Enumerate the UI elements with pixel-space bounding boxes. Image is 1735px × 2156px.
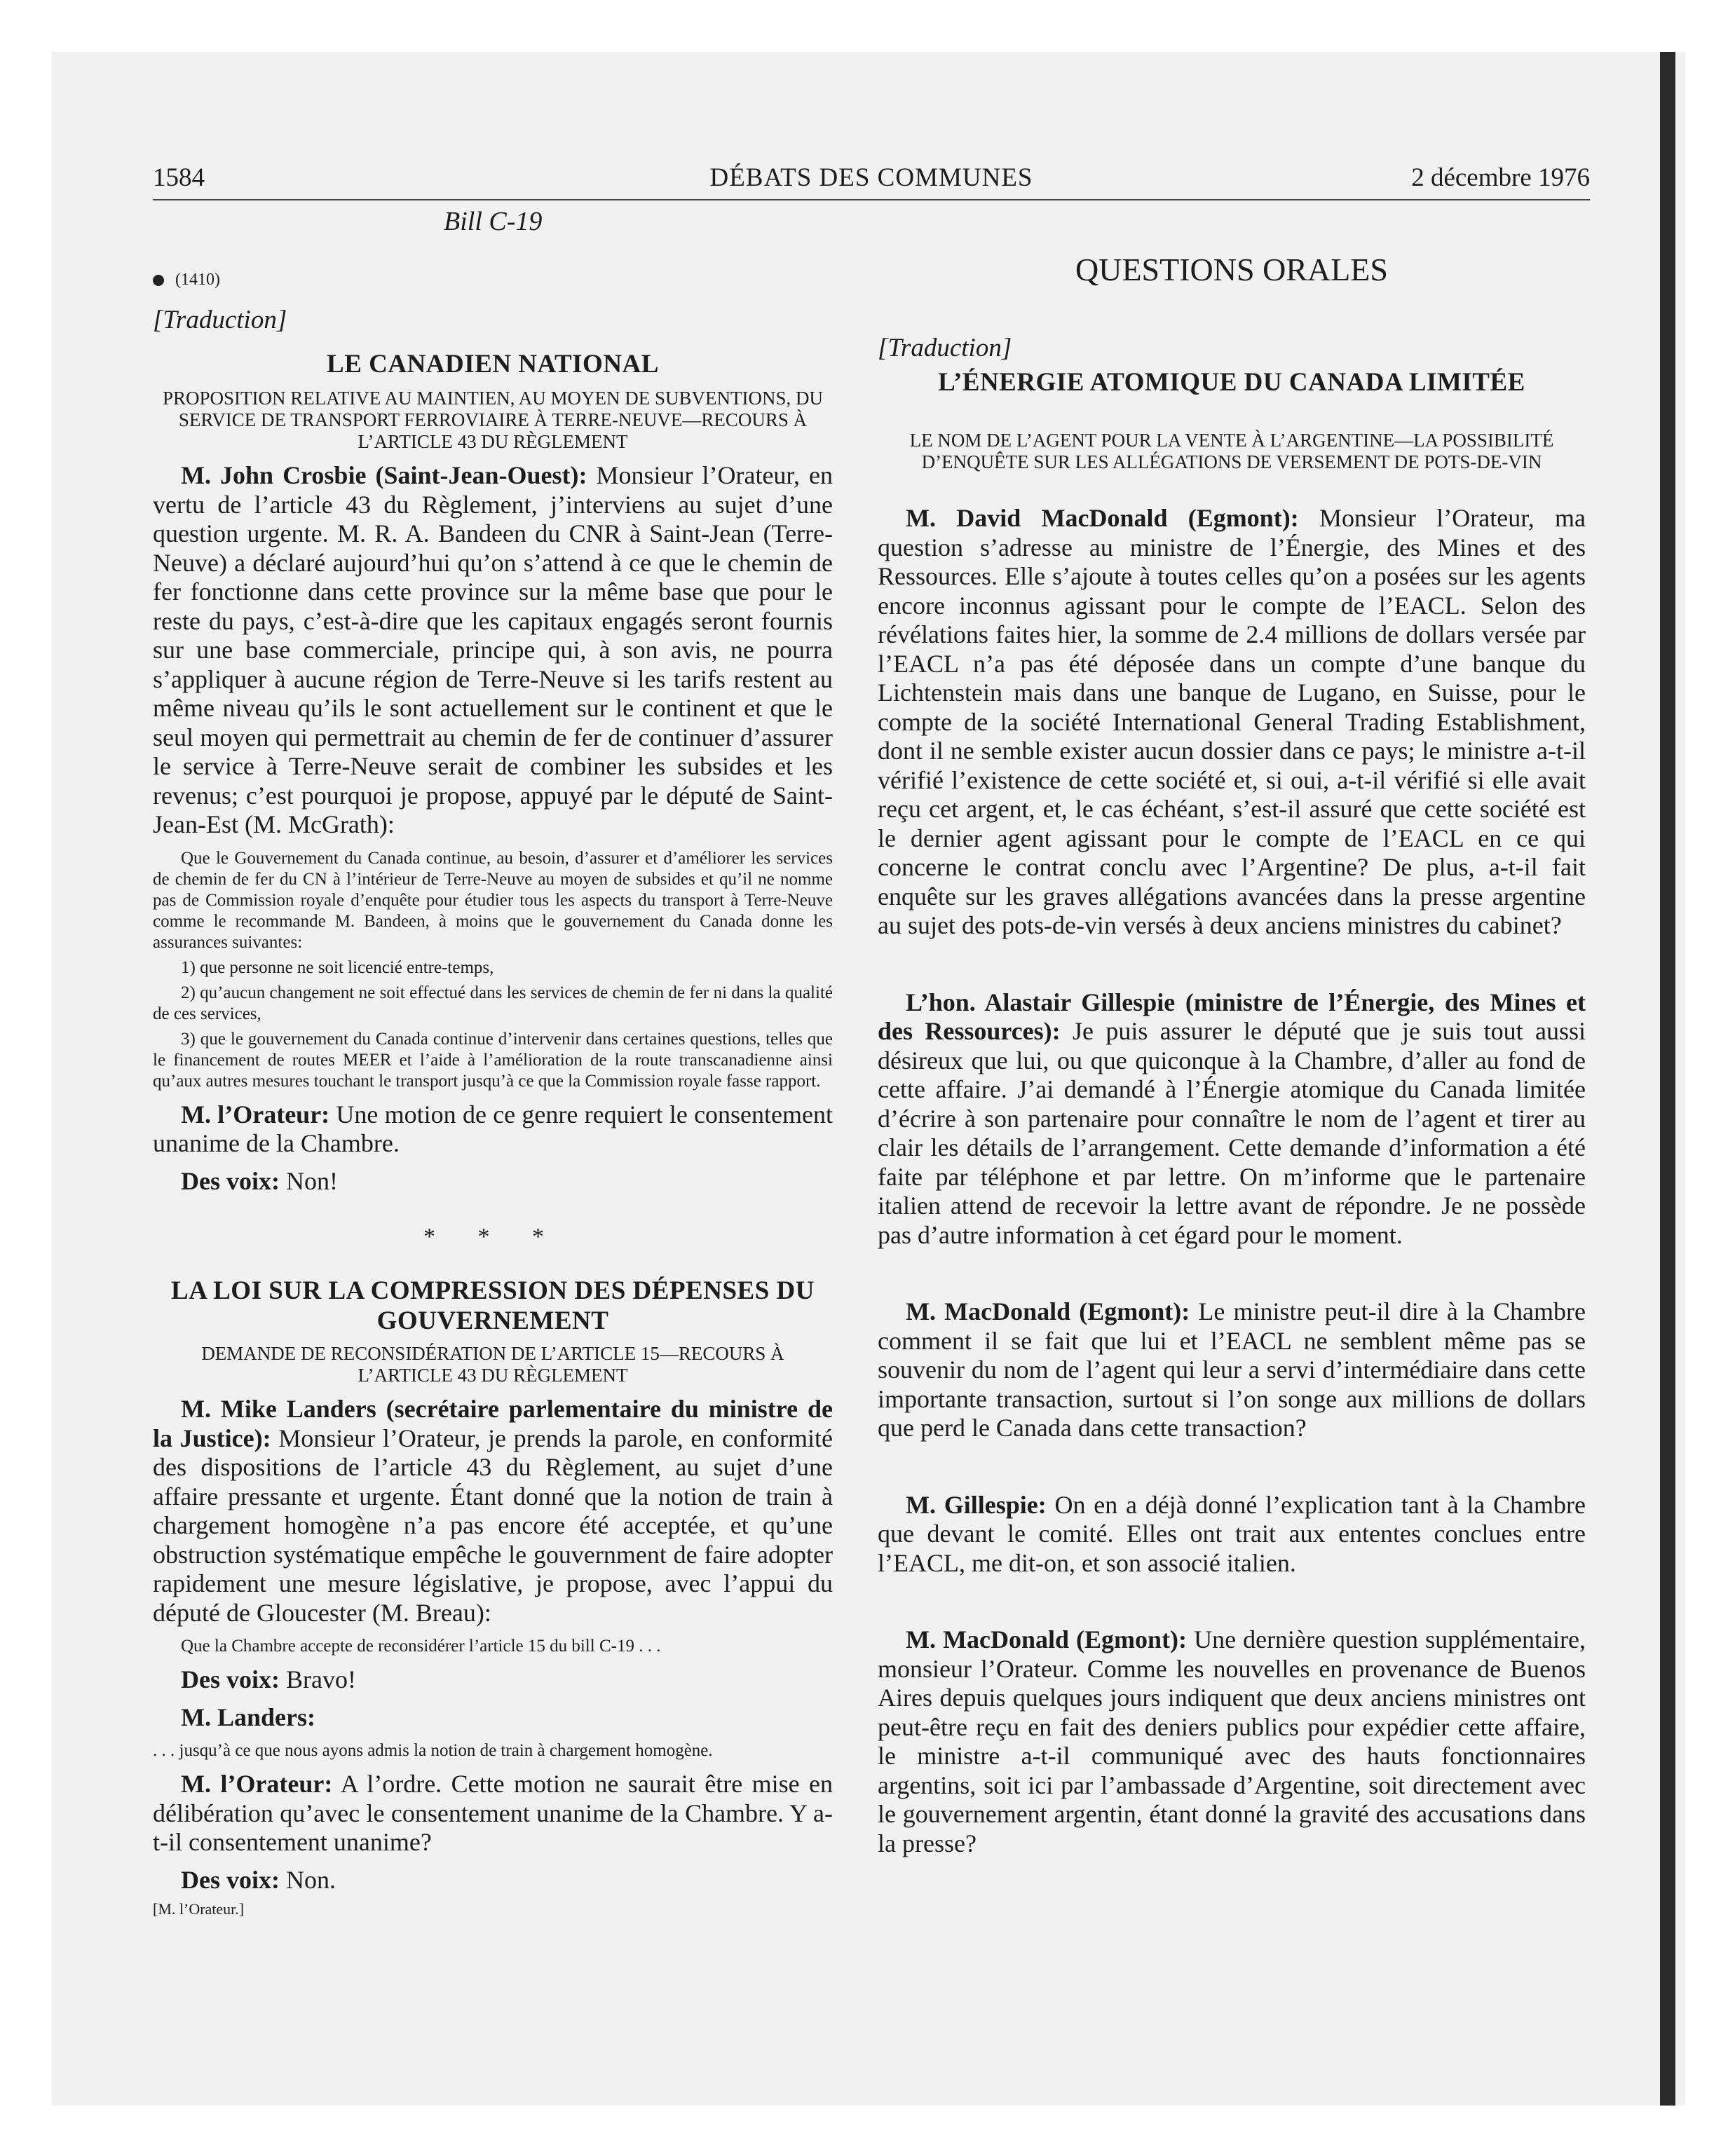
speaker-name: Des voix: <box>181 1166 280 1195</box>
section-subheading-cn: PROPOSITION RELATIVE AU MAINTIEN, AU MOYEN DE SUBVENTIONS, DU SERVICE DE TRANSPORT FERROVIAIRE À TERRE-NEUVE—RECOURS À L’ARTICLE 43 DU RÈGLEMENT <box>163 388 823 452</box>
translation-note: [Traduction] <box>153 306 287 334</box>
speech-text: Non. <box>279 1865 336 1894</box>
paragraph-macdonald <box>878 504 1586 941</box>
section-subheading-compression: DEMANDE DE RECONSIDÉRATION DE L’ARTICLE 15—RECOURS À L’ARTICLE 43 DU RÈGLEMENT <box>201 1343 784 1386</box>
paragraph-gillespie-2 <box>878 1491 1586 1578</box>
speech-text: Non! <box>279 1166 338 1195</box>
speaker-name: M. Gillespie: <box>906 1490 1047 1519</box>
paragraph-speaker <box>153 1100 833 1159</box>
section-heading-cn: LE CANADIEN NATIONAL <box>327 350 659 378</box>
paragraph-voices <box>153 1665 833 1695</box>
section-subheading-eacl: LE NOM DE L’AGENT POUR LA VENTE À L’ARGENTINE—LA POSSIBILITÉ D’ENQUÊTE SUR LES ALLÉGATIONS DE VERSEMENT DE POTS-DE-VIN <box>909 430 1554 472</box>
motion-item-1: 1) que personne ne soit licencié entre-temps, <box>181 957 494 977</box>
paragraph-crosbie <box>153 461 833 840</box>
section-heading-compression: LA LOI SUR LA COMPRESSION DES DÉPENSES DU GOUVERNEMENT <box>171 1276 815 1335</box>
speech-text: Monsieur l’Orateur, en vertu de l’article 43 du Règlement, j’interviens au sujet d’une question urgente. M. R. A. Bandeen du CNR à Saint-Jean (Terre-Neuve) a déclaré aujourd’hui qu’on s’attend à ce que le chemin de fer fonctionne dans cette province sur la même base que pour le reste du pays, c’est-à-dire que les capitaux engagés seront fournis sur une base commerciale, principe qui, à son avis, ne pourra s’appliquer à aucune région de Terre-Neuve si les tarifs restent au même niveau qu’ils le sont actuellement sur le continent et que le seul moyen qui permettrait au chemin de fer de continuer d’assurer le service à Terre-Neuve serait de combiner les subsides et les revenus; c’est pourquoi je propose, appuyé par le député de Saint-Jean-Est (M. McGrath): <box>153 461 833 838</box>
speaker-name: M. MacDonald (Egmont): <box>906 1297 1190 1325</box>
paragraph-voices <box>153 1866 833 1895</box>
speech-text: Je puis assurer le député que je suis tout aussi désireux que lui, ou que quiconque à la Chambre, d’aller au fond de cette affaire. J’ai demandé à l’Énergie atomique du Canada limitée d’écrire à son partenaire pour connaître le nom de l’agent et tirer au clair les détails de l’arrangement. Cette demande d’information a été faite par téléphone et par lettre. On m’informe que le partenaire italien attend de recevoir la lettre avant de répondre. Je ne possède pas d’autre information à cet égard pour le moment. <box>878 1017 1586 1249</box>
motion-text: Que la Chambre accepte de reconsidérer l’article 15 du bill C-19 . . . <box>181 1637 661 1656</box>
bullet-icon <box>153 275 164 286</box>
motion-text: Que le Gouvernement du Canada continue, au besoin, d’assurer et d’améliorer les services de chemin de fer du CN à l’intérieur de Terre-Neuve au moyen de subsides et qu’il ne nomme pas de Commission royale d’enquête pour étudier tous les aspects du transport à Terre-Neuve comme le recommande M. Bandeen, à moins que le gouvernement du Canada donne les assurances suivantes: <box>153 848 833 952</box>
speech-text: Monsieur l’Orateur, ma question s’adresse au ministre de l’Énergie, des Mines et des Ressources. Elle s’ajoute à toutes celles qu’on a posées sur les agents encore inconnus agissant pour le compte de l’EACL. Selon des révélations faites hier, la somme de 2.4 millions de dollars versée par l’EACL n’a pas été déposée dans un compte d’une banque du Lichtenstein mais dans une banque de Lugano, en Suisse, pour le compte de la société International General Trading Establishment, dont il ne semble exister aucun dossier dans ce pays; le ministre a-t-il vérifié l’existence de cette société et, si oui, a-t-il vérifié si elle avait reçu cet argent, et, le cas échéant, s’est-il assuré que cette société est le dernier agent agissant pour le compte de l’EACL en ce qui concerne le contrat conclu avec l’Argentine? De plus, a-t-il fait enquête sur les graves allégations avancées dans la presse argentine au sujet des pots-de-vin versés à deux anciens ministres du cabinet? <box>878 504 1586 939</box>
speaker-name: M. David MacDonald (Egmont): <box>906 504 1299 532</box>
speaker-name: M. John Crosbie (Saint-Jean-Ouest): <box>181 461 587 489</box>
page-edge-shadow <box>1660 52 1675 2106</box>
speech-text: Une dernière question supplémentaire, monsieur l’Orateur. Comme les nouvelles en provenance de Buenos Aires depuis quelques jours indiquent que deux anciens ministres ont peut-être reçu en fait des deniers publics pour expédier cette affaire, le ministre a-t-il communiqué avec des hauts fonctionnaires argentins, soit ici par l’ambassade d’Argentine, soit directement avec le gouvernement argentin, étant donné la gravité des accusations dans la presse? <box>878 1625 1586 1857</box>
speaker-name: M. l’Orateur: <box>181 1100 330 1128</box>
speaker-name: M. l’Orateur: <box>181 1770 333 1798</box>
running-header <box>153 163 1590 200</box>
header-title: DÉBATS DES COMMUNES <box>709 163 1033 192</box>
motion-item-2: 2) qu’aucun changement ne soit effectué dans les services de chemin de fer ni dans la qualité de ces services, <box>153 983 833 1023</box>
left-column <box>153 203 833 1918</box>
paragraph-macdonald-2 <box>878 1297 1586 1443</box>
time-marker-text: (1410) <box>175 271 220 289</box>
speaker-name: Des voix: <box>181 1865 280 1894</box>
paragraph-landers <box>153 1395 833 1628</box>
translation-note: [Traduction] <box>878 334 1012 362</box>
paragraph-voices <box>153 1167 833 1196</box>
paragraph-landers-2 <box>153 1703 833 1733</box>
speaker-name: L’hon. Alastair Gillespie (ministre de l’Énergie, des Mines et des Ressources): <box>878 988 1586 1045</box>
speech-text: Le ministre peut-il dire à la Chambre comment il se fait que lui et l’EACL ne semblent même pas se souvenir du nom de l’agent qui leur a servi d’intermédiaire dans cette importante transaction, surtout si l’on songe aux millions de dollars que perd le Canada dans cette transaction? <box>878 1297 1586 1442</box>
page-number: 1584 <box>153 163 205 192</box>
bill-label: Bill C-19 <box>444 207 543 236</box>
speech-text: Une motion de ce genre requiert le consentement unanime de la Chambre. <box>153 1100 833 1157</box>
section-heading-eacl: L’ÉNERGIE ATOMIQUE DU CANADA LIMITÉE <box>938 368 1525 397</box>
speaker-name: M. Landers: <box>181 1703 315 1731</box>
motion-continuation: . . . jusqu’à ce que nous ayons admis la notion de train à chargement homogène. <box>153 1741 713 1760</box>
speaker-name: Des voix: <box>181 1665 280 1693</box>
speech-text: A l’ordre. Cette motion ne saurait être mise en délibération qu’avec le consentement unanime de la Chambre. Y a-t-il consentement unanime? <box>153 1770 834 1856</box>
paragraph-gillespie <box>878 988 1586 1250</box>
speaker-reference: [M. l’Orateur.] <box>153 1900 245 1918</box>
paragraph-macdonald-3 <box>878 1625 1586 1858</box>
header-date: 2 décembre 1976 <box>1411 163 1590 192</box>
paragraph-speaker <box>153 1770 833 1857</box>
speech-text: Bravo! <box>279 1665 356 1693</box>
motion-item-3: 3) que le gouvernement du Canada continue d’intervenir dans certaines questions, telles que le financement de routes MEER et l’aide à l’amélioration de la route transcanadienne ainsi qu’aux autres mesures touchant le transport jusqu’à ce que la Commission royale fasse rapport. <box>153 1029 833 1091</box>
time-marker <box>153 271 833 289</box>
speaker-name: M. Mike Landers (secrétaire parlementaire du ministre de la Justice): <box>153 1395 833 1452</box>
speaker-name: M. MacDonald (Egmont): <box>906 1625 1188 1653</box>
speech-text: On en a déjà donné l’explication tant à la Chambre que devant le comité. Elles ont trait aux ententes conclues entre l’EACL, me dit-on, et son associé italien. <box>878 1490 1586 1577</box>
section-separator: * * * <box>423 1224 562 1250</box>
questions-heading: QUESTIONS ORALES <box>1075 252 1388 287</box>
right-column <box>878 203 1586 1858</box>
speech-text: Monsieur l’Orateur, je prends la parole, en conformité des dispositions de l’article 43 du Règlement, au sujet d’une affaire pressante et urgente. Étant donné que la notion de train à chargement homogène n’a pas encore été acceptée, et qu’une obstruction systématique empêche le gouvernment de faire adopter rapidement une mesure législative, je propose, avec l’appui du député de Gloucester (M. Breau): <box>153 1424 833 1627</box>
